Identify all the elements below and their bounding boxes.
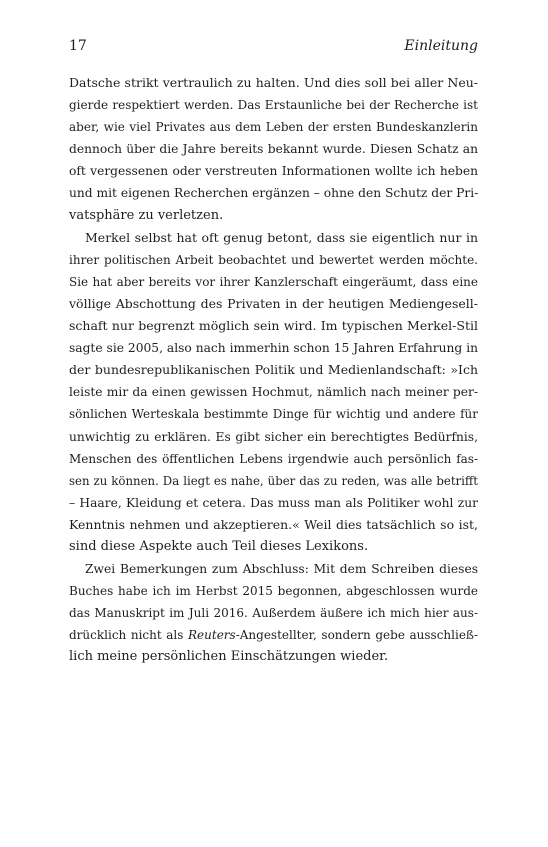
text-run: -Angestellter, sondern gebe ausschließ-	[235, 628, 478, 643]
paragraph-1	[69, 72, 478, 227]
text-line: lich meine persönlichen Einschätzungen wieder.	[69, 649, 389, 665]
text-line: Zwei Bemerkungen zum Abschluss: Mit dem Schreiben dieses	[85, 562, 478, 577]
italic-term: Reuters	[188, 628, 236, 643]
text-line: dennoch über die Jahre bereits bekannt wurde. Diesen Schatz an	[69, 142, 478, 157]
page-number: 17	[69, 38, 87, 54]
text-line: unwichtig zu erklären. Es gibt sicher ein berechtigtes Bedürfnis,	[69, 429, 478, 444]
text-line: Sie hat aber bereits vor ihrer Kanzlerschaft eingeräumt, dass eine	[69, 274, 478, 289]
text-line: der bundesrepublikanischen Politik und Medienlandschaft: »Ich	[69, 362, 478, 378]
text-line: – Haare, Kleidung et cetera. Das muss man als Politiker wohl zur	[69, 495, 478, 510]
text-line: schaft nur begrenzt möglich sein wird. Im typischen Merkel-Stil	[69, 318, 478, 334]
text-line: gierde respektiert werden. Das Erstaunliche bei der Recherche ist	[69, 98, 478, 113]
text-run: drücklich nicht als	[69, 628, 188, 643]
text-line: aber, wie viel Privates aus dem Leben der ersten Bundeskanzlerin	[69, 120, 478, 135]
running-title: Einleitung	[404, 38, 478, 54]
text-line: sind diese Aspekte auch Teil dieses Lexikons.	[69, 538, 369, 554]
text-line: völlige Abschottung des Privaten in der heutigen Mediengesell-	[69, 295, 478, 311]
text-line: Menschen des öffentlichen Lebens irgendwie auch persönlich fas-	[69, 451, 478, 466]
paragraph-3	[69, 558, 478, 668]
text-line: Datsche strikt vertraulich zu halten. Und dies soll bei aller Neu-	[69, 75, 478, 90]
text-line: ihrer politischen Arbeit beobachtet und bewertet werden möchte.	[69, 252, 478, 267]
paragraph-2	[69, 227, 478, 558]
page-header	[69, 38, 478, 58]
text-line: Merkel selbst hat oft genug betont, dass sie eigentlich nur in	[85, 229, 478, 245]
text-line: sagte sie 2005, also nach immerhin schon 15 Jahren Erfahrung in	[69, 341, 478, 356]
text-line: oft vergessenen oder verstreuten Informationen wollte ich heben	[69, 164, 478, 179]
text-line	[69, 624, 478, 646]
text-line: vatsphäre zu verletzen.	[69, 207, 224, 223]
text-line: das Manuskript im Juli 2016. Außerdem äußere ich mich hier aus-	[69, 606, 478, 621]
text-line: sen zu können. Da liegt es nahe, über das zu reden, was alle betrifft	[69, 473, 478, 488]
text-line: sönlichen Werteskala bestimmte Dinge für wichtig und andere für	[69, 407, 478, 422]
text-line: und mit eigenen Recherchen ergänzen – ohne den Schutz der Pri-	[69, 186, 479, 201]
text-line: leiste mir da einen gewissen Hochmut, nämlich nach meiner per-	[69, 385, 478, 400]
body-text	[69, 72, 478, 669]
text-line: Buches habe ich im Herbst 2015 begonnen, abgeschlossen wurde	[69, 584, 478, 599]
text-line: Kenntnis nehmen und akzeptieren.« Weil dies tatsächlich so ist,	[69, 516, 478, 532]
